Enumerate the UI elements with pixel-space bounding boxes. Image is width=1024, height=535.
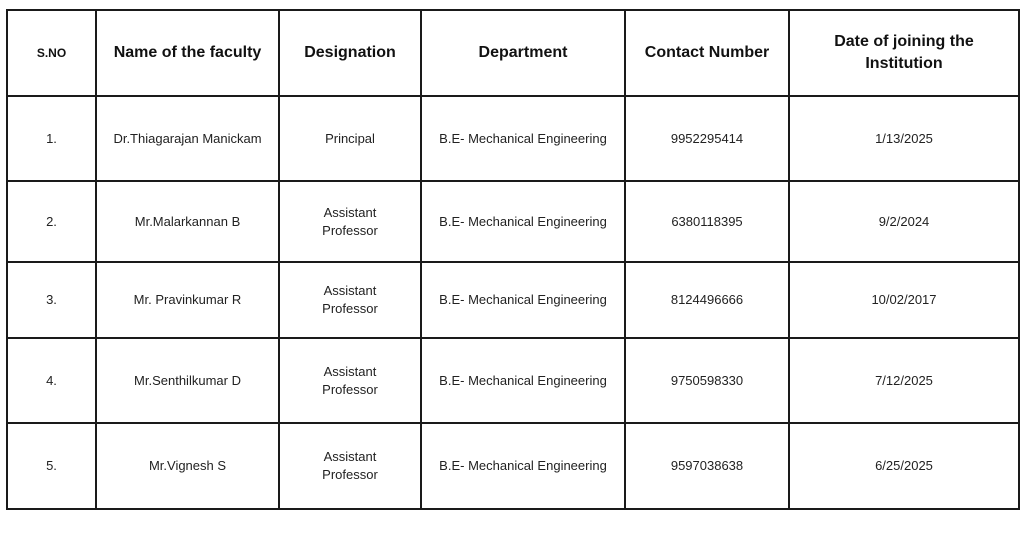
designation-text: Assistant Professor xyxy=(322,449,378,482)
cell-name: Mr.Vignesh S xyxy=(96,423,279,509)
table-row xyxy=(7,338,1019,423)
table-row xyxy=(7,181,1019,262)
header-name: Name of the faculty xyxy=(96,10,279,96)
cell-sno: 2. xyxy=(7,181,96,262)
cell-date-of-joining: 7/12/2025 xyxy=(789,338,1019,423)
cell-sno: 4. xyxy=(7,338,96,423)
table-row xyxy=(7,96,1019,181)
table-row xyxy=(7,262,1019,338)
cell-department: B.E- Mechanical Engineering xyxy=(421,96,625,181)
header-designation: Designation xyxy=(279,10,421,96)
cell-contact-number: 9597038638 xyxy=(625,423,789,509)
header-sno: S.NO xyxy=(7,10,96,96)
designation-text: Assistant Professor xyxy=(322,283,378,316)
table-header-row xyxy=(7,10,1019,96)
designation-text: Principal xyxy=(325,130,375,146)
cell-date-of-joining: 6/25/2025 xyxy=(789,423,1019,509)
cell-contact-number: 9750598330 xyxy=(625,338,789,423)
cell-sno: 3. xyxy=(7,262,96,338)
cell-designation xyxy=(279,262,421,338)
designation-text: Assistant Professor xyxy=(322,204,378,238)
cell-designation xyxy=(279,423,421,509)
cell-sno: 1. xyxy=(7,96,96,181)
table-row xyxy=(7,423,1019,509)
cell-date-of-joining: 9/2/2024 xyxy=(789,181,1019,262)
header-date-of-joining: Date of joining the Institution xyxy=(789,10,1019,96)
cell-date-of-joining: 10/02/2017 xyxy=(789,262,1019,338)
cell-name: Mr.Senthilkumar D xyxy=(96,338,279,423)
designation-text: Assistant Professor xyxy=(322,363,378,397)
cell-department: B.E- Mechanical Engineering xyxy=(421,262,625,338)
cell-contact-number: 8124496666 xyxy=(625,262,789,338)
cell-designation xyxy=(279,181,421,262)
cell-contact-number: 6380118395 xyxy=(625,181,789,262)
header-contact-number: Contact Number xyxy=(625,10,789,96)
cell-department: B.E- Mechanical Engineering xyxy=(421,181,625,262)
cell-sno: 5. xyxy=(7,423,96,509)
faculty-table xyxy=(6,9,1020,510)
cell-designation xyxy=(279,338,421,423)
cell-name: Dr.Thiagarajan Manickam xyxy=(96,96,279,181)
cell-date-of-joining: 1/13/2025 xyxy=(789,96,1019,181)
cell-department: B.E- Mechanical Engineering xyxy=(421,423,625,509)
cell-name: Mr.Malarkannan B xyxy=(96,181,279,262)
cell-name: Mr. Pravinkumar R xyxy=(96,262,279,338)
header-department: Department xyxy=(421,10,625,96)
cell-department: B.E- Mechanical Engineering xyxy=(421,338,625,423)
cell-designation xyxy=(279,96,421,181)
cell-contact-number: 9952295414 xyxy=(625,96,789,181)
